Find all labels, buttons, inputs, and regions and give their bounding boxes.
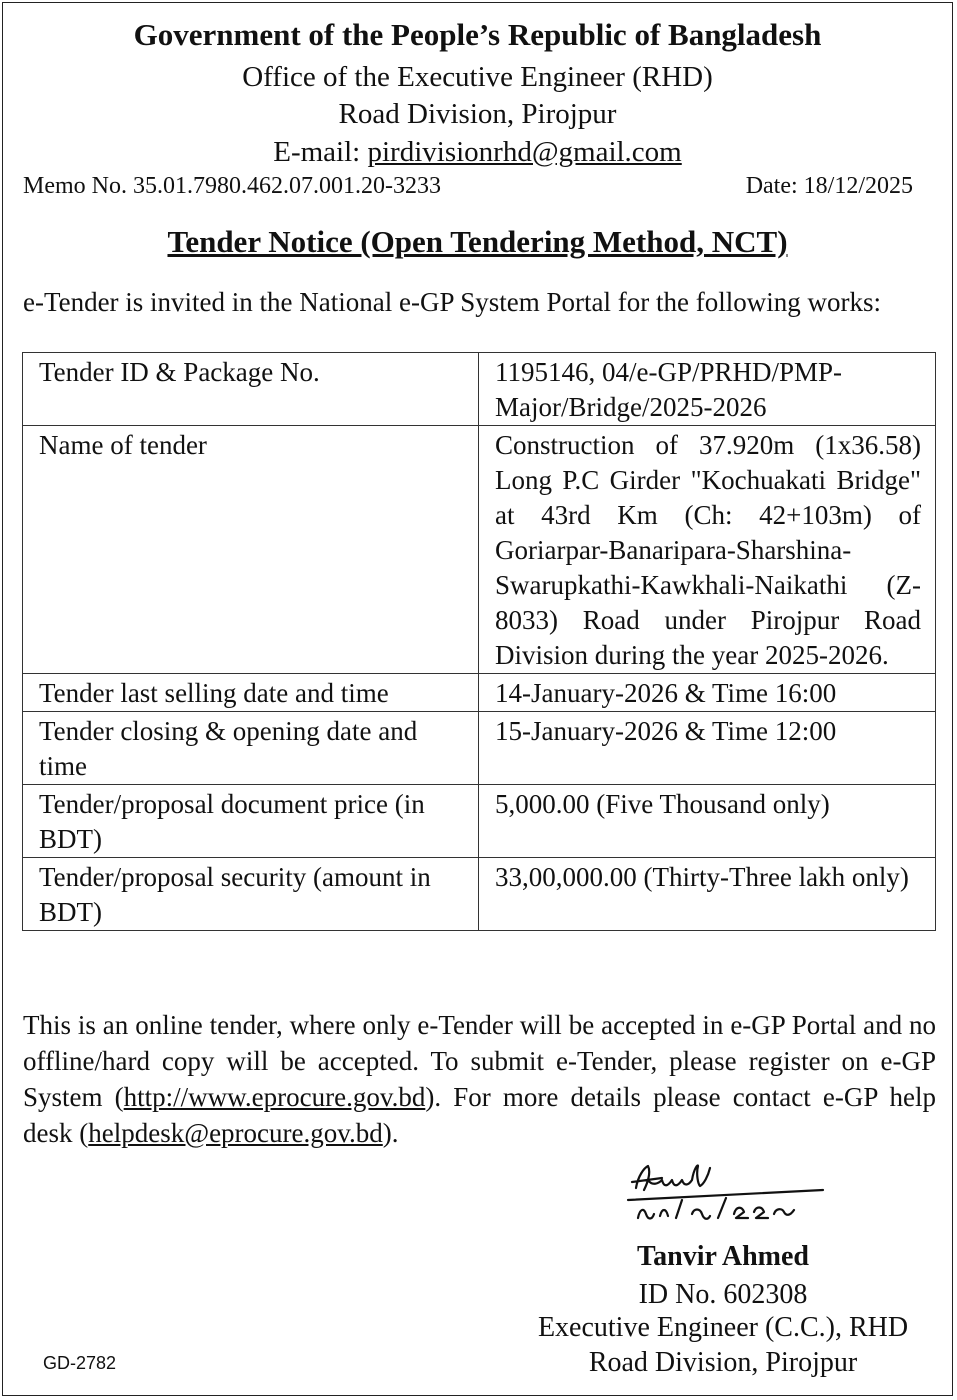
government-title: Government of the People’s Republic of Bangladesh xyxy=(133,17,822,52)
row-label: Tender ID & Package No. xyxy=(23,353,479,426)
table-row xyxy=(23,353,936,426)
division-name: Road Division, Pirojpur xyxy=(338,98,617,130)
table-row xyxy=(23,712,936,785)
row-label: Tender closing & opening date and time xyxy=(23,712,479,785)
row-label: Tender last selling date and time xyxy=(23,674,479,712)
instructions-text: This is an online tender, where only e-Tender will be accepted in e-GP Portal and no offline/hard copy will be accepted. To submit e-Tender, please register on e-GP System ( xyxy=(23,1010,936,1112)
instructions-paragraph xyxy=(23,1007,936,1151)
signatory-division: Road Division, Pirojpur xyxy=(588,1347,858,1378)
table-row xyxy=(23,674,936,712)
helpdesk-email-link[interactable]: helpdesk@eprocure.gov.bd xyxy=(88,1118,383,1148)
tender-notice-page xyxy=(2,2,953,1396)
table-row xyxy=(23,858,936,931)
signatory-id: ID No. 602308 xyxy=(638,1279,808,1310)
row-value: 14-January-2026 & Time 16:00 xyxy=(479,674,936,712)
email-link[interactable]: pirdivisionrhd@gmail.com xyxy=(367,136,682,168)
row-label: Tender/proposal security (amount in BDT) xyxy=(23,858,479,931)
email-label: E-mail: xyxy=(273,136,368,168)
signatory-name: Tanvir Ahmed xyxy=(637,1241,809,1272)
memo-date: Date: 18/12/2025 xyxy=(745,173,913,199)
table-row xyxy=(23,426,936,674)
tender-details-table xyxy=(22,352,936,931)
intro-text: e-Tender is invited in the National e-GP System Portal for the following works: xyxy=(23,287,881,317)
row-value: 5,000.00 (Five Thousand only) xyxy=(479,785,936,858)
notice-title: Tender Notice (Open Tendering Method, NCT) xyxy=(167,224,788,259)
table-row xyxy=(23,785,936,858)
row-value: 1195146, 04/e-GP/PRHD/PMP-Major/Bridge/2025-2026 xyxy=(479,353,936,426)
memo-number: Memo No. 35.01.7980.462.07.001.20-3233 xyxy=(23,173,441,199)
handwritten-signature-icon xyxy=(618,1158,833,1228)
instructions-text: ). xyxy=(382,1118,399,1148)
row-value: 33,00,000.00 (Thirty-Three lakh only) xyxy=(479,858,936,931)
eprocure-link[interactable]: http://www.eprocure.gov.bd xyxy=(123,1082,426,1112)
row-label: Name of tender xyxy=(23,426,479,674)
reference-code: GD-2782 xyxy=(43,1353,117,1373)
row-value: Construction of 37.920m (1x36.58) Long P.C Girder "Kochuakati Bridge" at 43rd Km (Ch: 42+103m) of Goriarpar-Banaripara-Sharshina-Swarupkathi-Kawkhali-Naikathi (Z-8033) Road under Pirojpur Road Division during the year 2025-2026. xyxy=(479,426,936,674)
signatory-designation: Executive Engineer (C.C.), RHD xyxy=(537,1312,909,1343)
row-value: 15-January-2026 & Time 12:00 xyxy=(479,712,936,785)
office-name: Office of the Executive Engineer (RHD) xyxy=(242,61,713,93)
email-line xyxy=(3,136,952,169)
instructions-text: ). For more details please contact e-GP help desk ( xyxy=(23,1082,936,1148)
row-label: Tender/proposal document price (in BDT) xyxy=(23,785,479,858)
